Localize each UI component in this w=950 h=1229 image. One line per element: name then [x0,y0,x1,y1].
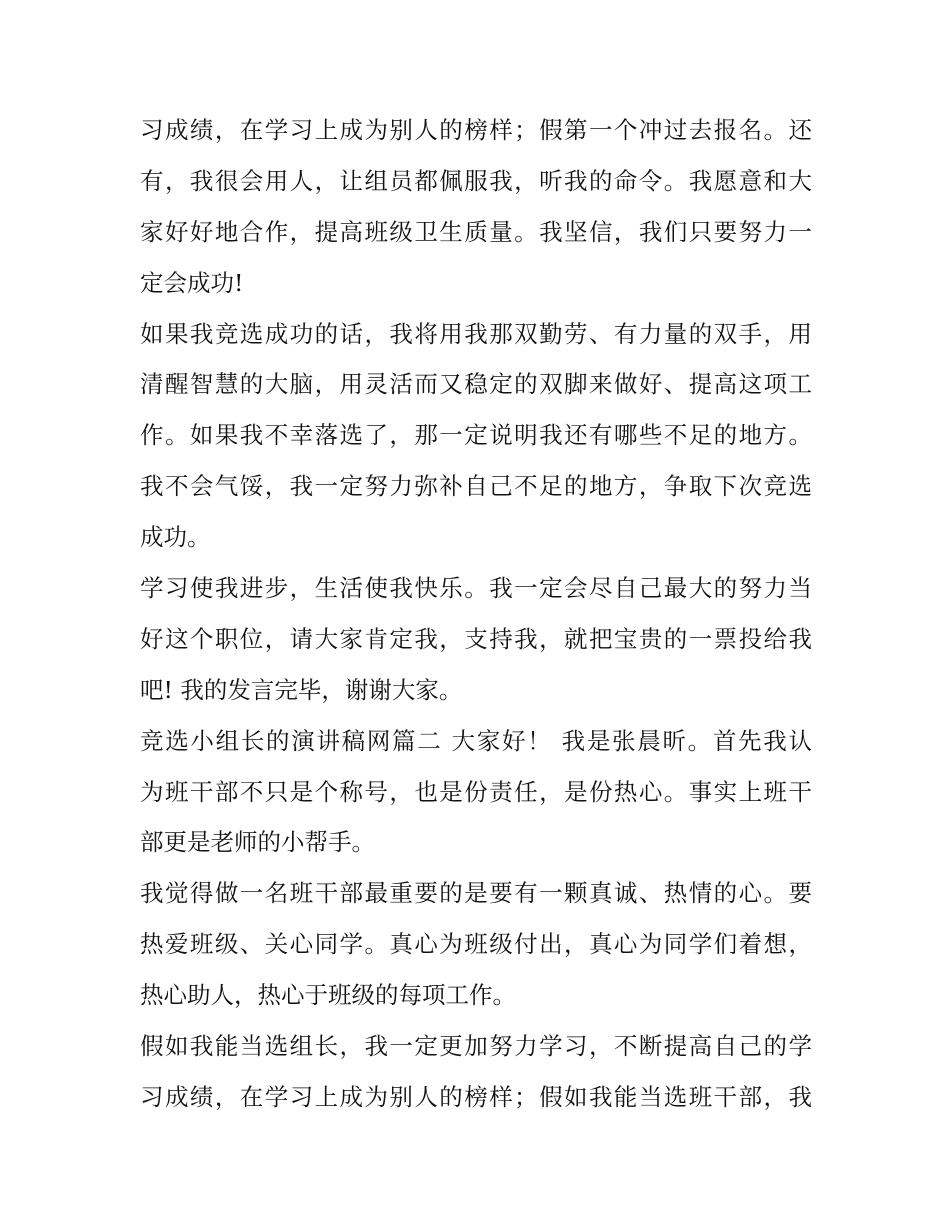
text-line: 如果我竞选成功的话，我将用我那双勤劳、有力量的双手，用 [140,319,812,348]
text-line: 学习使我进步，生活使我快乐。我一定会尽自己最大的努力当 [140,574,812,603]
text-line: 热心助人，热心于班级的每项工作。 [140,981,516,1010]
text-line: 定会成功! [140,268,244,297]
text-line: 热爱班级、关心同学。真心为班级付出，真心为同学们着想， [140,930,812,959]
text-line: 假如我能当选组长，我一定更加努力学习，不断提高自己的学 [140,1032,812,1061]
text-line: 竞选小组长的演讲稿网篇二 大家好！ 我是张晨昕。首先我认 [140,726,812,755]
document-body [140,105,812,1123]
text-line: 我不会气馁，我一定努力弥补自己不足的地方，争取下次竞选 [140,472,812,501]
text-line: 吧! 我的发言完毕，谢谢大家。 [140,675,463,704]
text-line: 为班干部不只是个称号，也是份责任，是份热心。事实上班干 [140,777,812,806]
text-line: 作。如果我不幸落选了，那一定说明我还有哪些不足的地方。 [140,421,812,450]
text-line: 有，我很会用人，让组员都佩服我，听我的命令。我愿意和大 [140,166,812,195]
text-line: 习成绩，在学习上成为别人的榜样；假第一个冲过去报名。还 [140,116,812,144]
text-line: 清醒智慧的大脑，用灵活而又稳定的双脚来做好、提高这项工 [140,370,812,399]
text-line: 家好好地合作，提高班级卫生质量。我坚信，我们只要努力一 [140,217,812,246]
text-line: 习成绩，在学习上成为别人的榜样；假如我能当选班干部，我 [140,1082,812,1111]
text-line: 我觉得做一名班干部最重要的是要有一颗真诚、热情的心。要 [140,879,812,908]
text-line: 成功。 [140,523,211,552]
text-line: 部更是老师的小帮手。 [140,828,375,857]
text-line: 好这个职位，请大家肯定我，支持我，就把宝贵的一票投给我 [140,624,812,653]
